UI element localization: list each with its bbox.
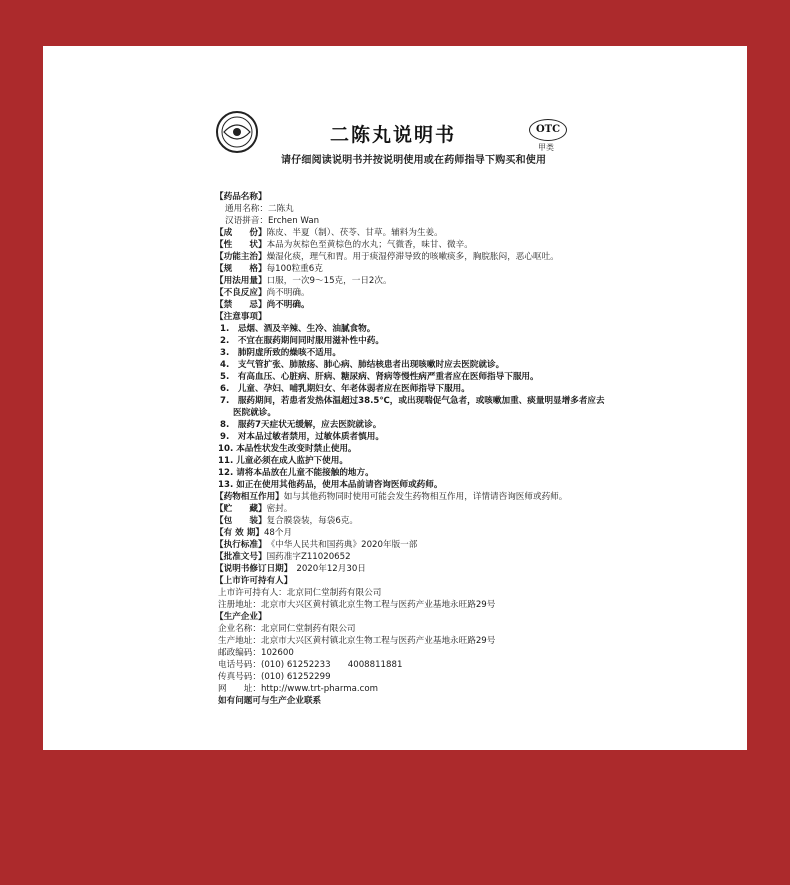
indications-label: 【功能主治】 (215, 252, 267, 262)
generic-name-label: 通用名称： (225, 204, 268, 214)
mah-holder-row (218, 588, 381, 599)
precaution-item: 6. 儿童、孕妇、哺乳期妇女、年老体弱者应在医师指导下服用。 (220, 384, 470, 394)
phone-value: (010) 61252233 4008811881 (260, 660, 403, 670)
interactions-value: 如与其他药物同时使用可能会发生药物相互作用，详情请咨询医师或药师。 (283, 492, 568, 502)
ingredients-row (215, 228, 443, 239)
spec-row (215, 264, 323, 275)
pinyin-row (225, 216, 319, 227)
adverse-value: 尚不明确。 (266, 288, 310, 298)
standard-value: 《中华人民共和国药典》2020年版一部 (266, 540, 418, 550)
manufacturer-label: 【生产企业】 (215, 612, 267, 622)
phone-label: 电话号码： (218, 660, 261, 670)
manufacturer-address-value: 北京市大兴区黄村镇北京生物工程与医药产业基地永旺路29号 (260, 636, 496, 646)
adverse-row (215, 288, 310, 299)
ingredients-label: 【成 份】 (215, 228, 267, 238)
phone-row (218, 660, 402, 671)
precaution-item: 11. 儿童必须在成人监护下使用。 (218, 456, 348, 466)
manufacturer-name-label: 企业名称： (218, 624, 261, 634)
revision-label: 【说明书修订日期】 (215, 564, 293, 574)
generic-name-row (225, 204, 294, 215)
validity-row (215, 528, 292, 539)
manufacturer-address-row (218, 636, 495, 647)
manufacturer-name-value: 北京同仁堂制药有限公司 (260, 624, 356, 634)
validity-value: 48个月 (263, 528, 293, 538)
otc-category: 甲类 (538, 143, 554, 152)
storage-value: 密封。 (266, 504, 293, 514)
manufacturer-address-label: 生产地址： (218, 636, 261, 646)
fax-row (218, 672, 331, 683)
postal-code-value: 102600 (260, 648, 294, 658)
pinyin-value: Erchen Wan (267, 216, 320, 226)
properties-label: 【性 状】 (215, 240, 267, 250)
precaution-item: 12. 请将本品放在儿童不能接触的地方。 (218, 468, 374, 478)
adverse-label: 【不良反应】 (215, 288, 267, 298)
page-subtitle: 请仔细阅读说明书并按说明使用或在药师指导下购买和使用 (281, 155, 547, 166)
storage-label: 【贮 藏】 (215, 504, 267, 514)
spec-label: 【规 格】 (215, 264, 267, 274)
precaution-item: 7. 服药期间，若患者发热体温超过38.5℃，或出现喘促气急者，或咳嗽加重、痰量明显增多者应去 (220, 396, 605, 406)
manufacturer-name-row (218, 624, 356, 635)
mah-address-label: 注册地址： (218, 600, 261, 610)
page-title: 二陈丸说明书 (330, 124, 457, 146)
precaution-item-continued: 医院就诊。 (233, 408, 276, 418)
generic-name-value: 二陈丸 (267, 204, 294, 214)
interactions-label: 【药物相互作用】 (215, 492, 284, 502)
revision-row (215, 564, 366, 575)
approval-value: 国药准字Z11020652 (266, 552, 351, 562)
precaution-item: 2. 不宜在服药期间同时服用滋补性中药。 (220, 336, 384, 346)
tongrentang-logo (215, 110, 259, 154)
approval-label: 【批准文号】 (215, 552, 267, 562)
website-row (218, 684, 378, 695)
section-drug-name: 【药品名称】 (215, 192, 267, 202)
otc-badge: OTC (529, 119, 567, 141)
precaution-item: 13. 如正在使用其他药品，使用本品前请咨询医师或药师。 (218, 480, 443, 490)
precaution-item: 3. 肺阴虚所致的燥咳不适用。 (220, 348, 341, 358)
fax-label: 传真号码： (218, 672, 261, 682)
precaution-item: 10. 本品性状发生改变时禁止使用。 (218, 444, 357, 454)
package-row (215, 516, 358, 527)
properties-row (215, 240, 473, 251)
approval-row (215, 552, 351, 563)
standard-row (215, 540, 417, 551)
dosage-value: 口服，一次9～15克，一日2次。 (266, 276, 392, 286)
document-sheet (43, 46, 747, 750)
precaution-item: 8. 服药7天症状无缓解，应去医院就诊。 (220, 420, 382, 430)
instruction-leaflet (43, 46, 747, 750)
website-value: http://www.trt-pharma.com (260, 684, 378, 694)
precautions-label: 【注意事项】 (215, 312, 267, 322)
mah-address-value: 北京市大兴区黄村镇北京生物工程与医药产业基地永旺路29号 (260, 600, 496, 610)
contraindications-row (215, 300, 310, 311)
mah-holder-value: 北京同仁堂制药有限公司 (286, 588, 382, 598)
ingredients-value: 陈皮、半夏（制）、茯苓、甘草。辅料为生姜。 (266, 228, 443, 238)
dosage-label: 【用法用量】 (215, 276, 267, 286)
indications-row (215, 252, 559, 263)
precaution-item: 5. 有高血压、心脏病、肝病、糖尿病、肾病等慢性病严重者应在医师指导下服用。 (220, 372, 539, 382)
interactions-row (215, 492, 567, 503)
mah-address-row (218, 600, 495, 611)
precaution-item: 9. 对本品过敏者禁用，过敏体质者慎用。 (220, 432, 384, 442)
postal-code-label: 邮政编码： (218, 648, 261, 658)
validity-label: 【有 效 期】 (215, 528, 264, 538)
contraindications-value: 尚不明确。 (266, 300, 310, 310)
website-label: 网 址： (218, 684, 261, 694)
package-label: 【包 装】 (215, 516, 267, 526)
spec-value: 每100粒重6克 (266, 264, 323, 274)
dosage-row (215, 276, 392, 287)
standard-label: 【执行标准】 (215, 540, 267, 550)
properties-value: 本品为灰棕色至黄棕色的水丸；气微香，味甘、微辛。 (266, 240, 473, 250)
mah-label: 【上市许可持有人】 (215, 576, 293, 586)
precaution-item: 1. 忌烟、酒及辛辣、生冷、油腻食物。 (220, 324, 376, 334)
contact-footer: 如有问题可与生产企业联系 (218, 696, 322, 706)
pinyin-label: 汉语拼音： (225, 216, 268, 226)
storage-row (215, 504, 292, 515)
fax-value: (010) 61252299 (260, 672, 331, 682)
precaution-item: 4. 支气管扩张、肺脓疡、肺心病、肺结核患者出现咳嗽时应去医院就诊。 (220, 360, 505, 370)
postal-code-row (218, 648, 294, 659)
contraindications-label: 【禁 忌】 (215, 300, 267, 310)
mah-holder-label: 上市许可持有人： (218, 588, 287, 598)
indications-value: 燥湿化痰，理气和胃。用于痰湿停滞导致的咳嗽痰多，胸脘胀闷，恶心呕吐。 (266, 252, 559, 262)
package-value: 复合膜袋装，每袋6克。 (266, 516, 358, 526)
revision-value: 2020年12月30日 (296, 564, 366, 574)
